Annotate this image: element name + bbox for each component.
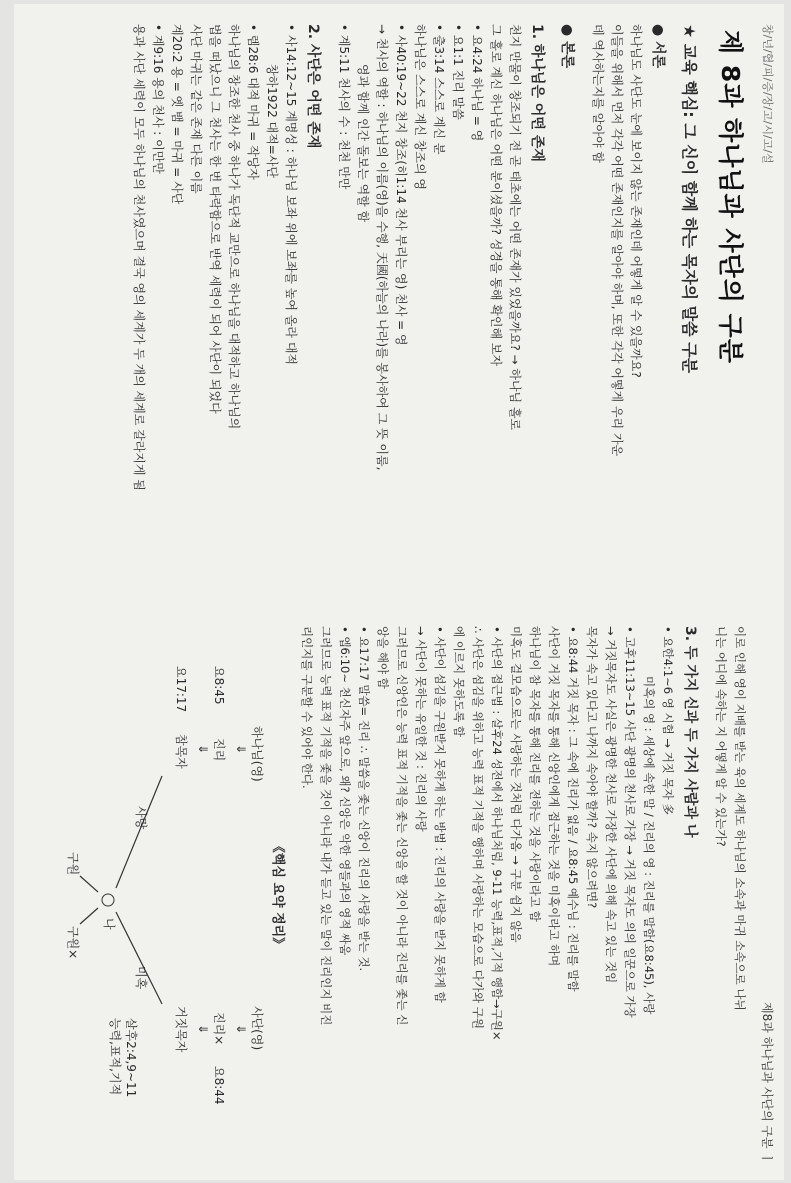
love-label: 사랑 — [134, 806, 148, 830]
section3-line: 사단이 거짓 목자를 통해 신앙인에게 접근하는 것을 미혹이라고 하며 — [547, 626, 561, 967]
running-header-right: 제8과 하나님과 사단의 구분 ㅣ — [760, 1002, 774, 1164]
education-focus: ★ 교육 핵심: 그 신이 함께 하는 목자의 말씀 구분 — [680, 24, 699, 374]
section1-bullet: • 요1:1 진리 말씀 — [451, 24, 465, 120]
section1-line: 그 홀로 계신 하나님은 어떤 분이셨을까? 성경을 통해 확인해 보자 — [489, 24, 503, 367]
intro-heading: ● 서론 — [650, 24, 666, 69]
section2-line: 용과 사단 세력이 모두 하나님의 천사였으며 결국 영의 세계가 두 개의 세계로 갈라지게 됨 — [132, 24, 146, 491]
2thess-ref: 살후2:4,9~11 — [124, 1018, 138, 1098]
intro-line: 하나님도 사단도 눈에 보이지 않는 존재인데 어떻게 알 수 있을까요? — [629, 24, 643, 378]
section3-line: • 엡6:10~ 천신자주 앞으로, 왜? 신앙은 악한 영들과의 영적 싸움 — [338, 626, 352, 956]
summary-title: 《핵심 요약 정리》 — [270, 839, 285, 951]
rotated-page — [14, 4, 784, 1180]
left-column — [14, 4, 784, 594]
section3-line: → 거짓목자도 사실은 광명한 천사로 가장한 사단에 의해 속고 있는 것임 — [604, 626, 618, 984]
me-label: 나 — [102, 918, 116, 930]
section1-bullet: • 계5:11 천사의 수 : 천천 만만 — [337, 24, 351, 190]
down-arrow-left-2: ⇓ — [196, 744, 210, 755]
not-saved-branch — [80, 908, 98, 924]
intro-line: 이들을 위해서 먼저 각각 어떤 존재인지를 알아야 하며, 또한 각각 어떻게 우리 가운 — [610, 24, 624, 457]
section3-line: 리인지를 구분할 수 있어야 한다. — [300, 626, 314, 789]
section3-line: 목자가 속고 있다고 나까지 속아야 할까? 속지 않으려면? — [585, 626, 599, 909]
truth-node: 진리 — [212, 738, 226, 762]
john-17-17-ref: 요17:17 — [174, 666, 188, 713]
section1-bullet: → 천사의 역할 : 하나님의 이름(영)을 수행, 天國(하늘의 나라)를 봉사하여 그 뜻 이룸, — [375, 24, 389, 471]
saved-branch — [80, 876, 98, 892]
section2-line: • 사14:12~15 계명성 : 하나님 보좌 위에 보좌를 높여 올라 대적 — [284, 24, 298, 366]
temptation-label: 미혹 — [134, 966, 148, 990]
down-arrow-right: ⇓ — [234, 1024, 248, 1035]
intro-line: 데 역사하는지를 알아야 함 — [591, 24, 605, 163]
section2-line: • 렘28:6 대적 마귀 = 작당자 — [246, 24, 260, 180]
section2-line: 하나님의 창조한 천사 중 하나가 독단적 교만으로 하나님을 대적하고 하나님의 — [227, 24, 241, 430]
section1-bullet: • 출3:14 스스로 계신 분 — [432, 24, 446, 155]
section3-line: 앙을 해야 함 — [376, 626, 390, 689]
temptation-arrow-line — [116, 912, 162, 1004]
section3-line: • 요8:44 거짓 목자 : 그 속에 진리가 없음 / 요8:45 예수님 : 진리를 말함 — [566, 626, 580, 992]
not-saved-label: 구원× — [66, 926, 80, 960]
running-header-left: 창/넌/협/피/증/장/고/시/고/설 — [761, 24, 774, 164]
section3-line: • 사단이 섬김을 구원받지 못하게 하는 방법 : 진리의 사랑을 받지 못하게 함 — [433, 626, 447, 1003]
no-truth-node: 진리× — [212, 1012, 226, 1046]
section3-line: • 요17:17 말씀= 진리 ∴ 말씀을 좇는 신앙이 진리의 사랑을 받는 것. — [357, 626, 371, 972]
down-arrow-left: ⇓ — [234, 744, 248, 755]
section1-bullet: 영과 함께 인간 돌보는 역할 함 — [356, 64, 370, 223]
love-arrow-line — [116, 776, 162, 888]
right-intro-line: 이로 인해 영이 지배를 받는 육의 세계도 하나님의 소속과 마귀 소속으로 나뉘 — [733, 626, 747, 1011]
section3-line: • 고후11:13~15 사단 광명의 천사로 가장 → 거짓 목자도 의의 일꾼으로 가장 — [623, 626, 637, 1018]
section3-title: 3. 두 가지 신과 두 가지 사람과 나 — [682, 626, 698, 838]
section1-bullet: 하나님은 스스로 계신 창조의 영 — [413, 24, 427, 190]
section3-line: → 사단이 못하는 유일한 것 : 진리의 사랑 — [414, 626, 428, 832]
section3-line: • 요한4:1~6 영 시험 → 거짓 목자 多 — [661, 626, 675, 815]
false-shepherd-label: 거짓목자 — [174, 1006, 188, 1053]
true-shepherd-label: 참목자 — [174, 734, 188, 769]
section3-line: ∴ 사단은 섬김을 위하고 능력 표적 기적을 행하며 사랑하는 모습으로 다가와 구원 — [471, 626, 485, 1030]
section1-bullet: • 사40:19~22 천지 창조(히1:14 천사 부리는 영) 천사 = 영 — [394, 24, 408, 346]
summary-diagram — [66, 626, 266, 1164]
john-8-45-ref: 요8:45 — [212, 666, 226, 705]
power-signs-label: 능력,표적,기적 — [108, 1018, 122, 1096]
lesson-title: 제 8과 하나님과 사단의 구분 — [716, 30, 745, 364]
right-column — [14, 604, 784, 1180]
section1-line: 천지 만물이 창조되기 전 곧 태초에는 어떤 존재가 있었을까요? → 하나님 홀로 — [508, 24, 522, 431]
diagram-lines — [66, 626, 266, 1166]
section2-line: 법을 떠났으니 그 천사는 한 번 타락함으로 반역 세력이 되어 사단이 되었다 — [208, 24, 222, 414]
section3-line: • 사단의 접근법 : 살후24 성전에서 하나님처럼, 9-11 능력,표적,기적 행함→구원× — [490, 626, 504, 1041]
section1-bullet: • 요4:24 하나님 = 영 — [470, 24, 484, 142]
me-figure-head — [102, 894, 114, 906]
section2-line: 창하1922 대적=사단 — [265, 64, 279, 178]
section2-line: 사단 마귀는 같은 존재 다른 이름 — [189, 24, 203, 194]
section3-line: 그러므로 신앙인은 능력 표적 기적을 좇는 신앙을 할 것이 아니라 진리를 좇는 신 — [395, 626, 409, 1026]
document-page — [14, 4, 784, 1180]
john-8-44-ref: 요8:44 — [212, 1066, 226, 1105]
section3-line: 미혹의 영 : 세상에 속한 말 / 진리의 영 : 진리를 말함(요8:45), 사랑 — [642, 676, 656, 1015]
body-heading: ● 본론 — [559, 24, 575, 69]
saved-label: 구원 — [66, 852, 80, 876]
section3-line: 에 이르지 못하도록 함 — [452, 626, 466, 737]
section3-line: 그러므로 능력 표적 기적을 좇을 것이 아니라 내가 듣고 있는 말이 진리인지 비진 — [319, 626, 333, 1026]
section3-line: 미혹도 걸모습으로는 사랑하는 것처럼 다가옴 → 구분 쉽지 않음 — [509, 626, 523, 943]
right-intro-line: 니는 어디에 속하는 지 어떻게 알 수 있는가? — [714, 626, 728, 847]
god-spirit-label: 하나님(영) — [250, 726, 264, 782]
section1-title: 1. 하나님은 어떤 존재 — [529, 24, 545, 162]
section2-line: 계20:2 용 = 옛 뱀 = 마귀 = 사단 — [170, 24, 184, 205]
section3-line: 하나님이 참 목자를 통해 진리를 전하는 것을 사랑이라고 함 — [528, 626, 542, 922]
section2-line: • 계9:16 용의 천사 : 이만만 — [151, 24, 165, 174]
satan-spirit-label: 사단(영) — [250, 1006, 264, 1051]
section2-title: 2. 사단은 어떤 존재 — [305, 24, 321, 149]
down-arrow-right-2: ⇓ — [196, 1024, 210, 1035]
